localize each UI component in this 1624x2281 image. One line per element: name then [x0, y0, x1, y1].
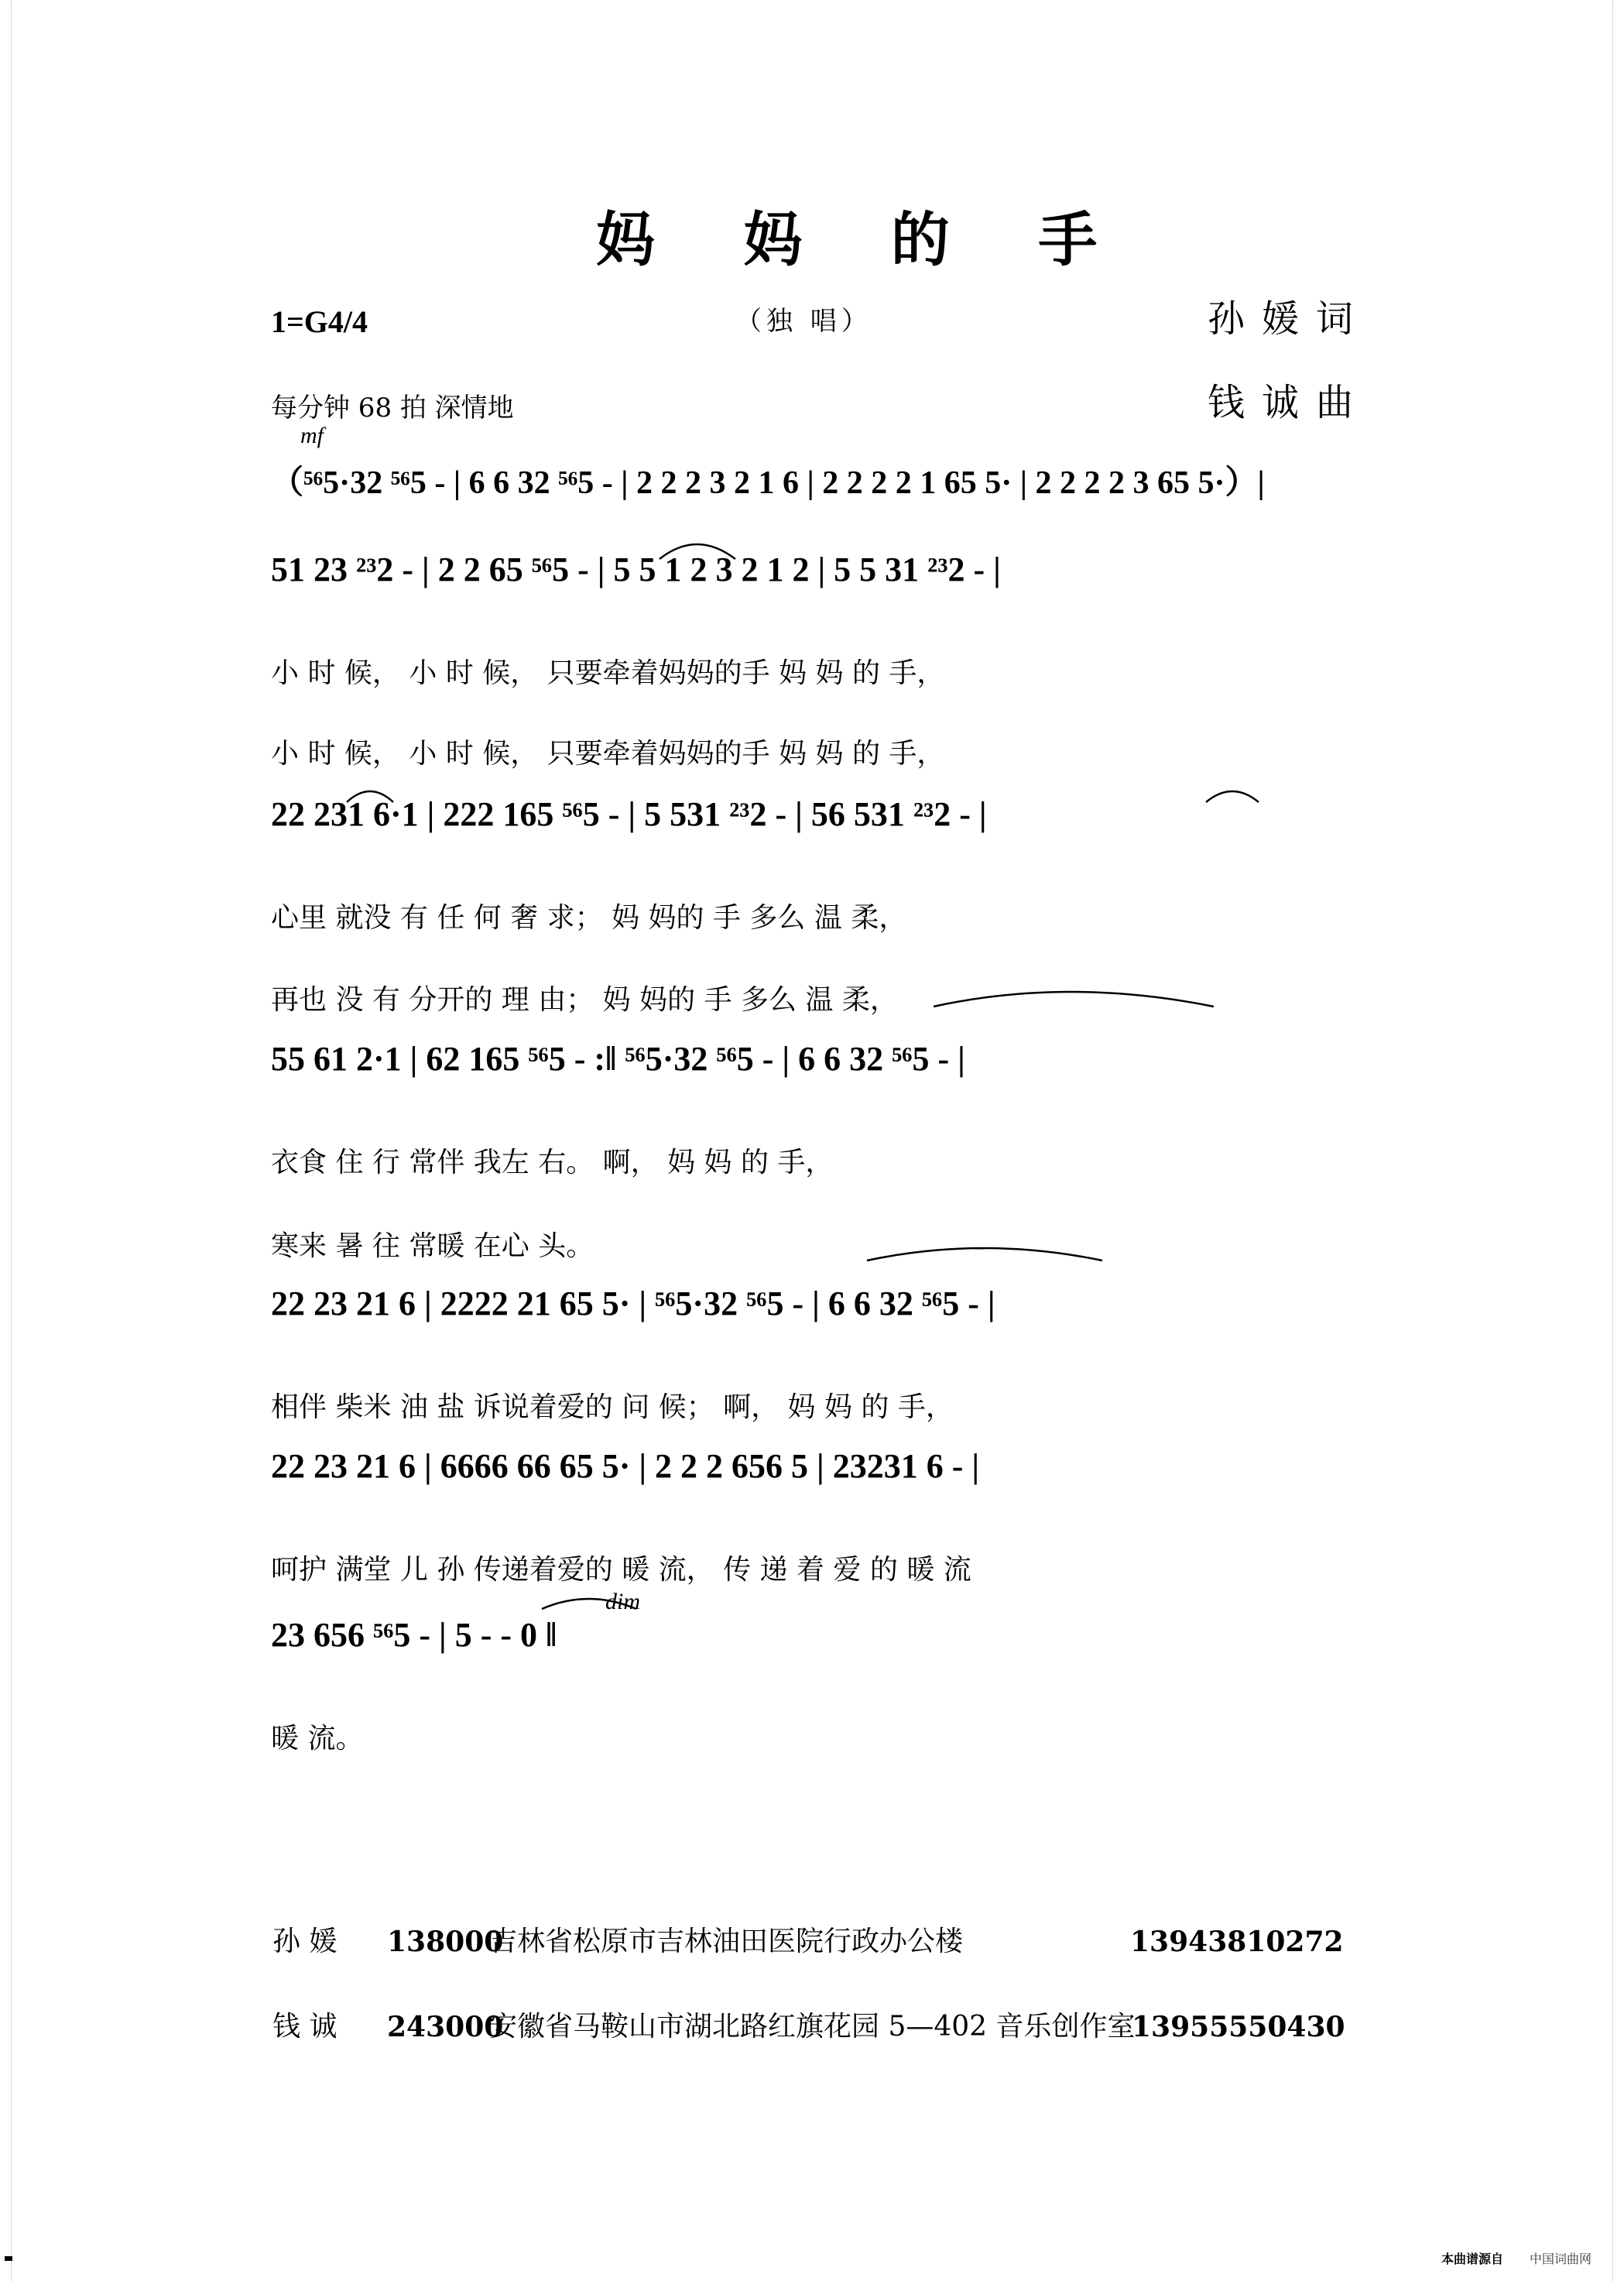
lyric-6: 呵护 满堂 儿 孙 传递着爱的 暖 流， 传 递 着 爱 的 暖 流	[271, 1554, 971, 1586]
contact-postcode-1: 138000	[387, 1926, 504, 1958]
page-title: 妈 妈 的 手	[596, 205, 1132, 274]
source-label: 本曲谱源自	[1441, 2252, 1504, 2266]
slur-arc	[934, 992, 1214, 1007]
slur-arc	[867, 1248, 1102, 1261]
score-line-7: 23 656 ⁵⁶5 - | 5 - - 0 ‖	[271, 1616, 557, 1654]
contact-name-2: 钱 诚	[272, 2011, 337, 2043]
contact-postcode-2: 243000	[387, 2011, 504, 2043]
source-site: 中国词曲网	[1530, 2252, 1592, 2266]
contact-phone-1: 13943810272	[1130, 1926, 1344, 1958]
lyric-3-verse-2: 再也 没 有 分开的 理 由； 妈 妈的 手 多么 温 柔，	[271, 984, 898, 1016]
slur-arc	[347, 791, 393, 802]
lyric-4-verse-1: 衣食 住 行 常伴 我左 右。 啊， 妈 妈 的 手，	[271, 1147, 834, 1178]
dynamic-mf: mf	[300, 423, 324, 448]
performance-note: （独 唱）	[735, 306, 872, 337]
score-line-4: 55 61 2·1 | 62 165 ⁵⁶5 - :‖ ⁵⁶5·32 ⁵⁶5 - | 6 6 32 ⁵⁶5 - |	[271, 1040, 965, 1078]
score-line-5: 22 23 21 6 | 2222 21 65 5· | ⁵⁶5·32 ⁵⁶5 - | 6 6 32 ⁵⁶5 - |	[271, 1285, 995, 1322]
tempo-marking: 每分钟 68 拍 深情地	[271, 393, 514, 424]
score-line-6: 22 23 21 6 | 6666 66 65 5· | 2 2 2 656 5 | 23231 6 - |	[271, 1447, 980, 1485]
lyricist-credit: 孙媛词	[1208, 297, 1371, 341]
slur-arc	[542, 1599, 636, 1609]
contact-address-2: 安徽省马鞍山市湖北路红旗花园 5—402 音乐创作室	[489, 2011, 1136, 2043]
contact-name-1: 孙 媛	[272, 1926, 337, 1957]
lyric-5: 相伴 柴米 油 盐 诉说着爱的 问 候； 啊， 妈 妈 的 手，	[271, 1391, 954, 1423]
lyric-2-verse-1: 小 时 候， 小 时 候， 只要牵着妈妈的手 妈 妈 的 手，	[271, 657, 945, 689]
composer-credit: 钱诚曲	[1208, 381, 1371, 424]
dynamic-dim: dim	[605, 1589, 640, 1614]
slur-arc	[1206, 791, 1259, 802]
lyric-7: 暖 流。	[271, 1723, 364, 1754]
corner-mark	[5, 2256, 12, 2261]
contact-phone-2: 13955550430	[1132, 2011, 1345, 2043]
contact-address-1: 吉林省松原市吉林油田医院行政办公楼	[489, 1926, 964, 1957]
score-line-2: 51 23 ²³2 - | 2 2 65 ⁵⁶5 - | 5 5 1 2 3 2 1 2 | 5 5 31 ²³2 - |	[271, 551, 1001, 588]
score-line-1: （⁵⁶5·32 ⁵⁶5 - | 6 6 32 ⁵⁶5 - | 2 2 2 3 2 1 6 | 2 2 2 2 1 65 5· | 2 2 2 2 3 65 5·）|	[271, 465, 1265, 501]
lyric-4-verse-2: 寒来 暑 往 常暖 在心 头。	[271, 1230, 594, 1262]
lyric-3-verse-1: 心里 就没 有 任 何 奢 求； 妈 妈的 手 多么 温 柔，	[271, 902, 907, 934]
lyric-2-verse-2: 小 时 候， 小 时 候， 只要牵着妈妈的手 妈 妈 的 手，	[271, 738, 945, 770]
score-line-3: 22 231 6·1 | 222 165 ⁵⁶5 - | 5 531 ²³2 - | 56 531 ²³2 - |	[271, 795, 987, 833]
key-signature: 1=G4/4	[271, 304, 368, 339]
slur-arc	[660, 544, 735, 559]
